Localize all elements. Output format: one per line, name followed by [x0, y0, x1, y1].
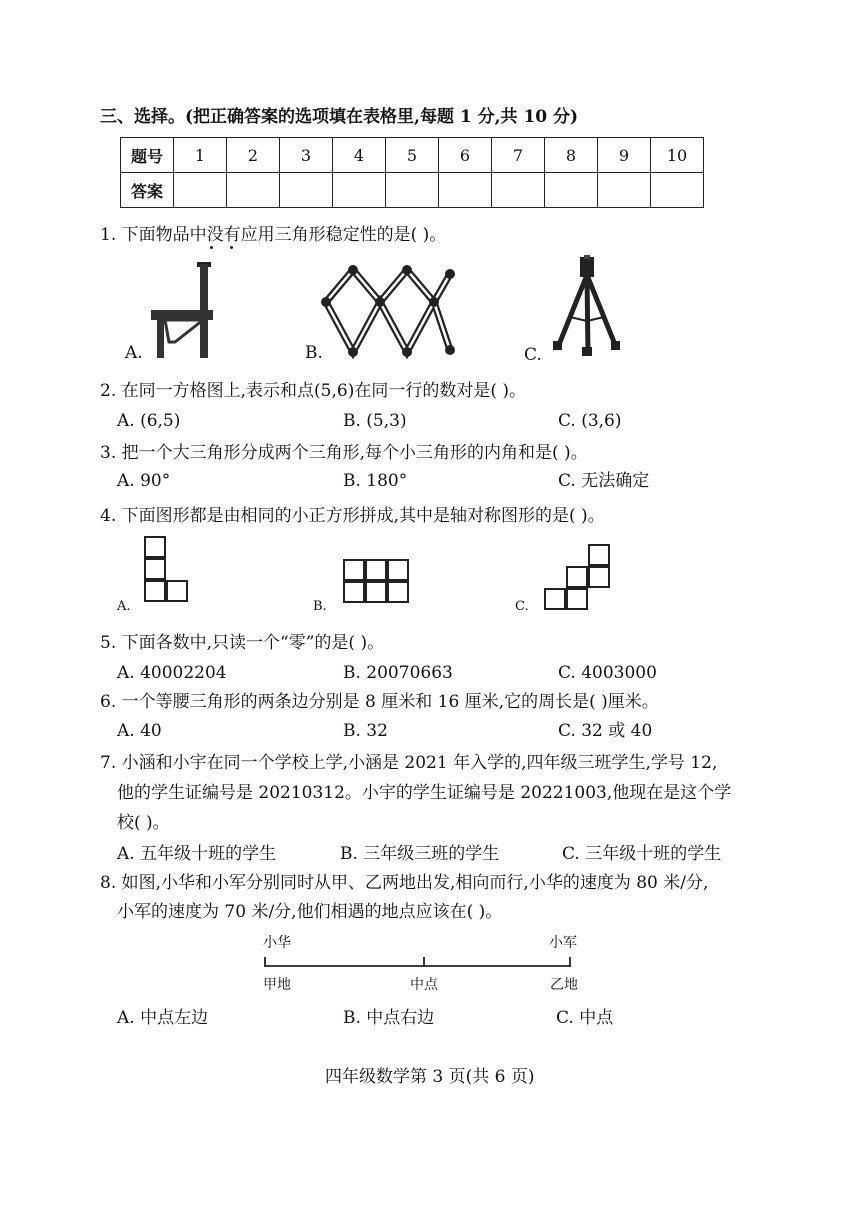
q7-option-c: C. 三年级十班的学生: [562, 844, 722, 864]
question-3-stem: 3. 把一个大三角形分成两个三角形,每个小三角形的内角和是( )。: [100, 443, 588, 463]
q4-option-a-label: A.: [117, 599, 131, 614]
answer-table: [120, 137, 704, 208]
answer-table-number-row: [121, 138, 704, 173]
emphasis-dot: [210, 246, 213, 249]
q2-option-a: A. (6,5): [117, 411, 181, 431]
q8-option-b: B. 中点右边: [343, 1008, 435, 1028]
question-2-stem: 2. 在同一方格图上,表示和点(5,6)在同一行的数对是( )。: [100, 381, 526, 401]
question-7-line-1: 7. 小涵和小宇在同一个学校上学,小涵是 2021 年入学的,四年级三班学生,学号 12,: [100, 753, 718, 773]
q8-option-c: C. 中点: [556, 1008, 614, 1028]
q2-option-c: C. (3,6): [558, 411, 622, 431]
table-number-cell: 7: [492, 138, 545, 173]
q6-option-c: C. 32 或 40: [558, 721, 653, 741]
question-6-stem: 6. 一个等腰三角形的两条边分别是 8 厘米和 16 厘米,它的周长是( )厘米。: [100, 692, 659, 712]
q5-option-b: B. 20070663: [343, 663, 453, 683]
answer-table-answer-row: [121, 173, 704, 208]
table-number-cell: 10: [651, 138, 704, 173]
answer-cell[interactable]: [439, 173, 492, 208]
q7-option-a: A. 五年级十班的学生: [117, 844, 277, 864]
table-number-cell: 2: [227, 138, 280, 173]
q4-option-b-label: B.: [313, 599, 327, 614]
table-number-cell: 5: [386, 138, 439, 173]
q4-option-c-label: C.: [515, 599, 529, 614]
table-header-answer: 答案: [121, 173, 174, 208]
meeting-diagram: [258, 932, 598, 1002]
q7-option-b: B. 三年级三班的学生: [340, 844, 500, 864]
left-person-label: 小华: [263, 935, 291, 951]
chair-illustration: [145, 258, 220, 360]
q8-option-a: A. 中点左边: [117, 1008, 209, 1028]
question-5-stem: 5. 下面各数中,只读一个“零”的是( )。: [100, 633, 385, 653]
question-1-stem: 1. 下面物品中没有应用三角形稳定性的是( )。: [100, 225, 447, 245]
left-place-label: 甲地: [263, 977, 291, 993]
answer-cell[interactable]: [174, 173, 227, 208]
question-7-line-3: 校( )。: [117, 813, 170, 833]
answer-cell[interactable]: [492, 173, 545, 208]
answer-cell[interactable]: [598, 173, 651, 208]
q5-option-c: C. 4003000: [558, 663, 657, 683]
q6-option-b: B. 32: [343, 721, 388, 741]
q3-option-a: A. 90°: [117, 471, 171, 491]
extendable-lattice-illustration: [318, 262, 458, 362]
table-number-cell: 4: [333, 138, 386, 173]
q2-option-b: B. (5,3): [343, 411, 407, 431]
q5-option-a: A. 40002204: [117, 663, 227, 683]
table-number-cell: 3: [280, 138, 333, 173]
q1-option-c-label: C.: [524, 345, 542, 365]
shape-a-l-tetromino: [144, 536, 192, 606]
mid-place-label: 中点: [410, 977, 438, 993]
shape-c-staircase: [544, 544, 614, 614]
emphasis-dot: [230, 246, 233, 249]
q3-option-b: B. 180°: [343, 471, 408, 491]
answer-cell[interactable]: [545, 173, 598, 208]
tripod-illustration: [548, 255, 628, 360]
question-8-line-2: 小军的速度为 70 米/分,他们相遇的地点应该在( )。: [117, 902, 503, 922]
section-title: 三、选择。(把正确答案的选项填在表格里,每题 1 分,共 10 分): [100, 107, 579, 127]
right-place-label: 乙地: [550, 977, 578, 993]
page-footer: 四年级数学第 3 页(共 6 页): [325, 1067, 535, 1087]
table-header-number: 题号: [121, 138, 174, 173]
question-4-stem: 4. 下面图形都是由相同的小正方形拼成,其中是轴对称图形的是( )。: [100, 506, 605, 526]
shape-b-rectangle: [343, 559, 413, 607]
q1-option-a-label: A.: [125, 343, 143, 363]
table-number-cell: 1: [174, 138, 227, 173]
table-number-cell: 6: [439, 138, 492, 173]
q6-option-a: A. 40: [117, 721, 162, 741]
table-number-cell: 9: [598, 138, 651, 173]
q3-option-c: C. 无法确定: [558, 471, 650, 491]
right-person-label: 小军: [549, 935, 577, 951]
question-8-line-1: 8. 如图,小华和小军分别同时从甲、乙两地出发,相向而行,小华的速度为 80 米/分,: [100, 873, 709, 893]
distance-line: [258, 952, 598, 974]
answer-cell[interactable]: [651, 173, 704, 208]
answer-cell[interactable]: [333, 173, 386, 208]
q1-option-b-label: B.: [305, 343, 323, 363]
question-7-line-2: 他的学生证编号是 20210312。小宇的学生证编号是 20221003,他现在是这个学: [117, 783, 732, 803]
answer-cell[interactable]: [227, 173, 280, 208]
answer-cell[interactable]: [386, 173, 439, 208]
table-number-cell: 8: [545, 138, 598, 173]
answer-cell[interactable]: [280, 173, 333, 208]
